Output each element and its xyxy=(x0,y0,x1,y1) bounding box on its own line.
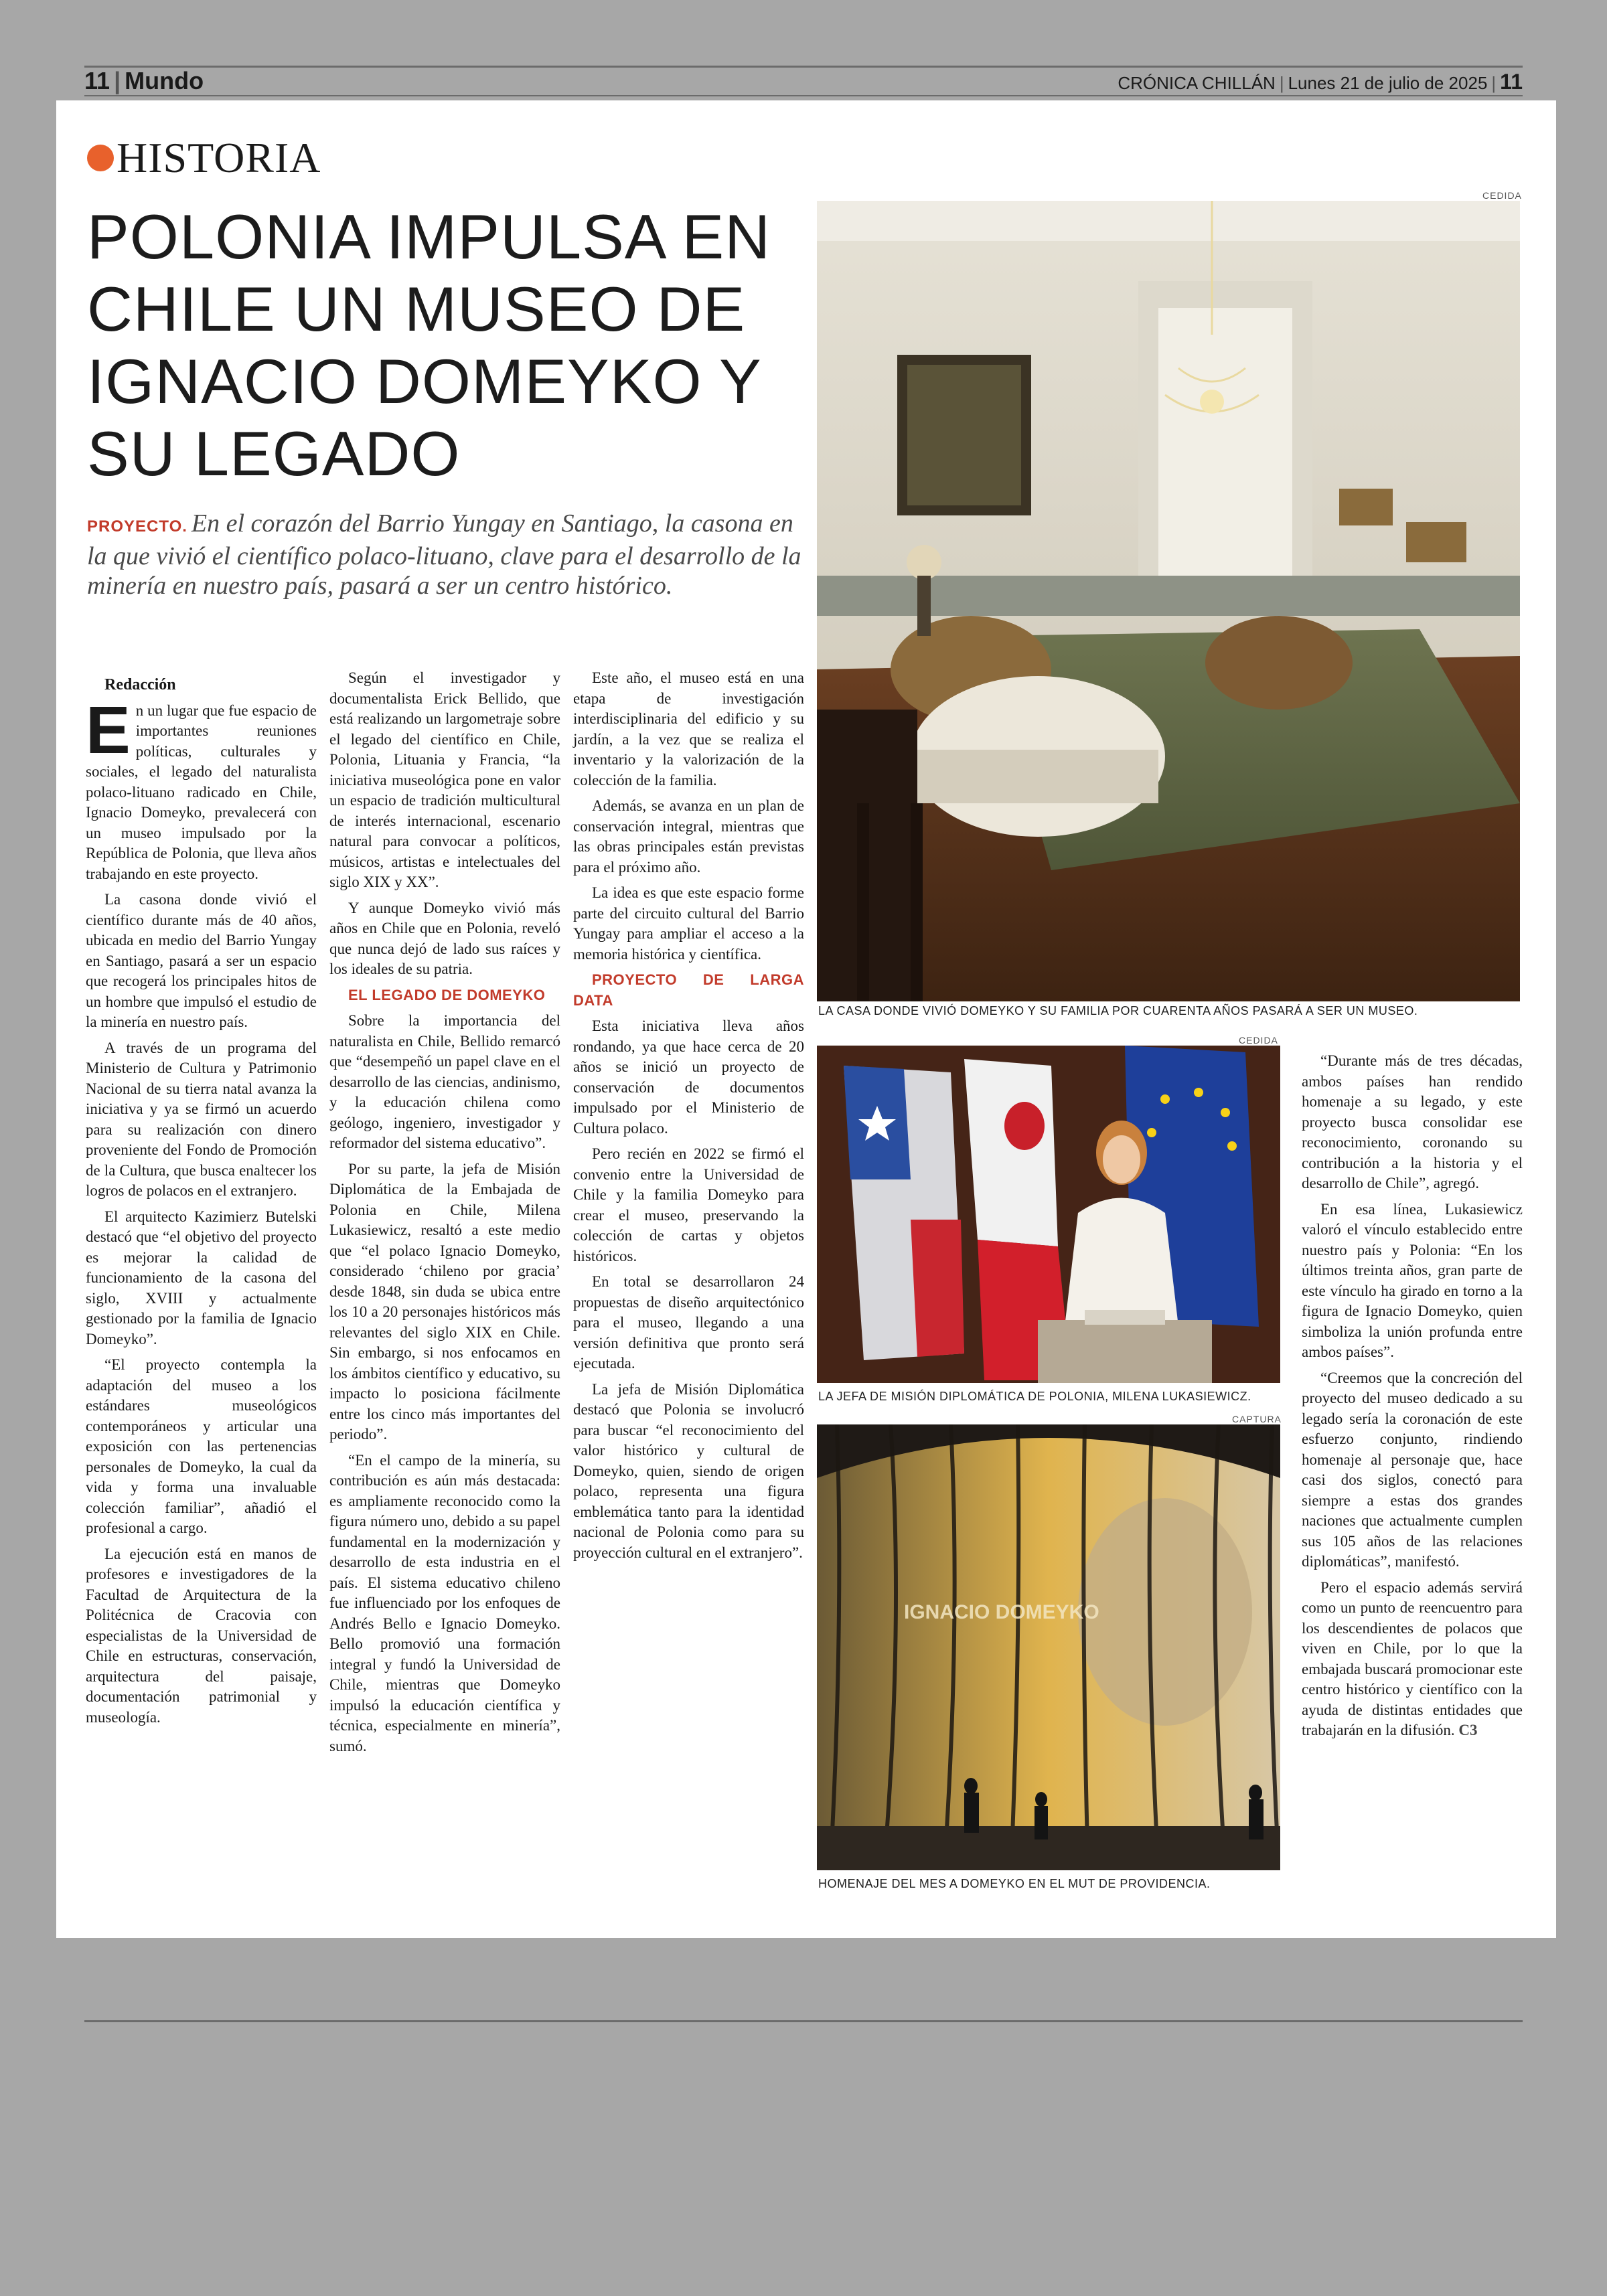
article-paragraph: En total se desarrollaron 24 propuestas de diseño arquitectónico para el museo, llegando a una versión definitiva que pronto será ejecutada. xyxy=(573,1273,804,1372)
article-paragraph: El arquitecto Kazimierz Butelski destacó que “el objetivo del proyecto es mejorar la calidad de funcionamiento de la casona del siglo, XVIII y actualmente gestionado por la familia de Ignacio Domeyko”. xyxy=(86,1208,317,1347)
end-mark-icon: C3 xyxy=(1458,1722,1478,1738)
section-label xyxy=(87,131,321,185)
article-paragraph: A través de un programa del Ministerio de Cultura y Patrimonio Nacional de su tierra natal avanza la iniciativa y ya se firmó un acuerdo para su realización con dinero proveniente del Fondo de Promoción de la Cultura, que busca enaltecer los logros de polacos en el extranjero. xyxy=(86,1039,317,1199)
article-column-1 xyxy=(86,675,317,1733)
article-paragraph: En esa línea, Lukasiewicz valoró el vínculo establecido entre nuestro país y Polonia: “En los últimos treinta años, gran parte de este vínculo ha girado en torno a la figura de Ignacio Domeyko, quien simboliza la unión profunda entre ambos países”. xyxy=(1302,1200,1523,1360)
photo-caption: HOMENAJE DEL MES A DOMEYKO EN EL MUT DE PROVIDENCIA. xyxy=(818,1877,1211,1890)
article-paragraph: Sobre la importancia del naturalista en Chile, Bellido remarcó que “desempeñó un papel clave en el desarrollo de las ciencias, andinismo, y la educación chilena como geólogo, ingeniero, investigador y reformador del sistema educativo”. xyxy=(329,1012,560,1151)
article-paragraph: Además, se avanza en un plan de conservación integral, mientras que las obras principales están previstas para el próximo año. xyxy=(573,797,804,876)
photo-credit: CAPTURA xyxy=(1232,1414,1282,1424)
article-paragraph: La ejecución está en manos de profesores e investigadores de la Facultad de Arquitectura de la Politécnica de Cracovia con especialistas de la Universidad de Chile en estructuras, conservación, arquitectura del paisaje, documentación patrimonial y museología. xyxy=(86,1545,317,1726)
newspaper-name: CRÓNICA CHILLÁN xyxy=(1118,73,1276,93)
article-paragraph: “En el campo de la minería, su contribución es aún más destacada: es ampliamente reconocido como la figura número uno, debido a su papel fundamental en la modernización y desarrollo de esta industria en el país. El sistema educativo chileno fue influenciado por los enfoques de Andrés Bello e Ignacio Domeyko. Bello promovió una formación integral y fundó la Universidad de Chile, mientras que Domeyko impulsó la educación científica y técnica, especialmente en minería”, sumó. xyxy=(329,1451,560,1754)
page-number-left: 11 xyxy=(84,67,110,94)
article-paragraph: Esta iniciativa lleva años rondando, ya que hace cerca de 20 años se inició un proyecto de conservación de documentos impulsado por el Ministerio de Cultura polaco. xyxy=(573,1017,804,1137)
article-paragraph: La jefa de Misión Diplomática destacó que Polonia se involucró para buscar “el reconocimiento del valor histórico y cultural de Domeyko, quien, siendo de origen polaco, representa una figura emblemática tanto para la identidad nacional de Polonia como para su proyección cultural en el extranjero”. xyxy=(573,1380,804,1561)
article-paragraph: “Durante más de tres décadas, ambos países han rendido homenaje a su legado, y este proyecto busca consolidar ese reconocimiento, coronando su contribución a la historia y el desarrollo de Chile”, agregó. xyxy=(1302,1052,1523,1192)
photo-credit: CEDIDA xyxy=(1482,190,1522,201)
running-header xyxy=(84,67,1523,94)
article-paragraph: Este año, el museo está en una etapa de investigación interdisciplinaria del edificio y su jardín, a la vez que se realiza el inventario y la valorización de la colección de la familia. xyxy=(573,669,804,789)
photo-ambassador-lukasiewicz xyxy=(817,1046,1280,1383)
mut-tribute-image xyxy=(817,1424,1280,1870)
article-paragraph: Pero recién en 2022 se firmó el convenio entre la Universidad de Chile y la familia Domeyko para crear el museo, preservando la colección de cartas y objetos históricos. xyxy=(573,1145,804,1264)
lead-paragraph xyxy=(87,509,817,600)
photo-mut-tribute xyxy=(817,1424,1280,1870)
article-column-4 xyxy=(1302,1051,1523,1746)
page-number-right: 11 xyxy=(1500,70,1523,94)
article-paragraph xyxy=(1302,1578,1523,1741)
section-label-text: HISTORIA xyxy=(117,134,321,181)
paragraph-text: n un lugar que fue espacio de importantes reuniones políticas, culturales y sociales, el legado del naturalista polaco-lituano radicado en Chile, Ignacio Domeyko, prevalecerá con un museo impulsado por la República de Polonia, que lleva años trabajando en este proyecto. xyxy=(86,702,317,882)
article-column-2 xyxy=(329,668,560,1762)
photo-domeyko-house-salon xyxy=(817,201,1520,1001)
drop-cap: E xyxy=(86,692,131,768)
ambassador-image xyxy=(817,1046,1280,1383)
subheading: EL LEGADO DE DOMEYKO xyxy=(348,986,546,1003)
issue-date: Lunes 21 de julio de 2025 xyxy=(1288,73,1488,93)
header-rule xyxy=(84,95,1523,96)
subheading: PROYECTO DE LARGA DATA xyxy=(573,971,804,1009)
newspaper-page xyxy=(56,100,1556,1938)
article-paragraph: La idea es que este espacio forme parte del circuito cultural del Barrio Yungay para ampliar el acceso a la memoria histórica y científica. xyxy=(573,884,804,963)
photo-credit: CEDIDA xyxy=(1239,1035,1278,1046)
article-paragraph: “Creemos que la concreción del proyecto del museo dedicado a su legado sería la coronación de este esfuerzo conjunto, rindiendo homenaje al personaje que, hace casi dos siglos, conectó para siempre a estas dos grandes naciones que actualmente cumplen sus 105 años de las relaciones diplomáticas”, manifestó. xyxy=(1302,1369,1523,1570)
salon-image xyxy=(817,201,1520,1001)
headline: POLONIA IMPULSA EN CHILE UN MUSEO DE IGNACIO DOMEYKO Y SU LEGADO xyxy=(87,201,771,489)
photo-caption: LA JEFA DE MISIÓN DIPLOMÁTICA DE POLONIA, MILENA LUKASIEWICZ. xyxy=(818,1390,1251,1403)
lead-text: En el corazón del Barrio Yungay en Santiago, la casona en la que vivió el científico polaco-lituano, clave para el desarrollo de la minería en nuestro país, pasará a ser un centro histórico. xyxy=(87,509,801,600)
article-paragraph: Y aunque Domeyko vivió más años en Chile que en Polonia, reveló que nunca dejó de lado sus raíces y los ideales de su patria. xyxy=(329,899,560,977)
screen-title-text: IGNACIO DOMEYKO xyxy=(904,1601,1099,1623)
byline: Redacción xyxy=(104,676,176,693)
article-paragraph: “El proyecto contempla la adaptación del museo a los estándares museológicos contemporáneos y articular una exposición con las pertenencias personales de Domeyko, la cual da vida y forma una invaluable colección familiar”, añadió el profesional a cargo. xyxy=(86,1356,317,1536)
header-section: Mundo xyxy=(125,67,204,94)
header-right: CRÓNICA CHILLÁN | Lunes 21 de julio de 2025 | 11 xyxy=(1118,70,1523,94)
photo-caption: LA CASA DONDE VIVIÓ DOMEYKO Y SU FAMILIA POR CUARENTA AÑOS PASARÁ A SER UN MUSEO. xyxy=(818,1004,1418,1017)
article-paragraph: Según el investigador y documentalista Erick Bellido, que está realizando un largometraje sobre el legado del científico en Chile, Polonia, Lituania y Francia, “la iniciativa museológica pone en valor un espacio de tradición multicultural de interés internacional, escenario natural para convocar a políticos, músicos, artistas e intelectuales del siglo XIX y XX”. xyxy=(329,669,560,890)
article-paragraph: Por su parte, la jefa de Misión Diplomática de la Embajada de Polonia en Chile, Milena Lukasiewicz, resaltó a este medio que “el polaco Ignacio Domeyko, considerado ‘chileno por gracia’ desde 1848, sin duda se ubica entre los 10 a 20 personajes históricos más relevantes del siglo XIX en Chile. Sin embargo, si nos enfocamos en los ámbitos científico y educativo, su impacto lo posiciona fácilmente entre los cinco más importantes del periodo”. xyxy=(329,1160,560,1443)
bullet-dot-icon xyxy=(87,145,114,171)
paragraph-text: Pero el espacio además servirá como un punto de reencuentro para los descendientes de polacos que viven en Chile, por lo que la embajada buscará promocionar este centro histórico y científico con la ayuda de distintas entidades que trabajarán en la difusión. xyxy=(1302,1578,1523,1738)
article-paragraph xyxy=(86,692,317,885)
article-paragraph: La casona donde vivió el científico durante más de 40 años, ubicada en medio del Barrio Yungay en Santiago, pasará a ser un espacio que recogerá los principales hitos de un hombre que impulsó el estudio de la minería en nuestro país. xyxy=(86,891,317,1030)
lead-tag: PROYECTO. xyxy=(87,517,187,536)
header-left: 11 | Mundo xyxy=(84,67,204,94)
bottom-rule xyxy=(84,2020,1523,2022)
article-column-3 xyxy=(573,668,804,1568)
